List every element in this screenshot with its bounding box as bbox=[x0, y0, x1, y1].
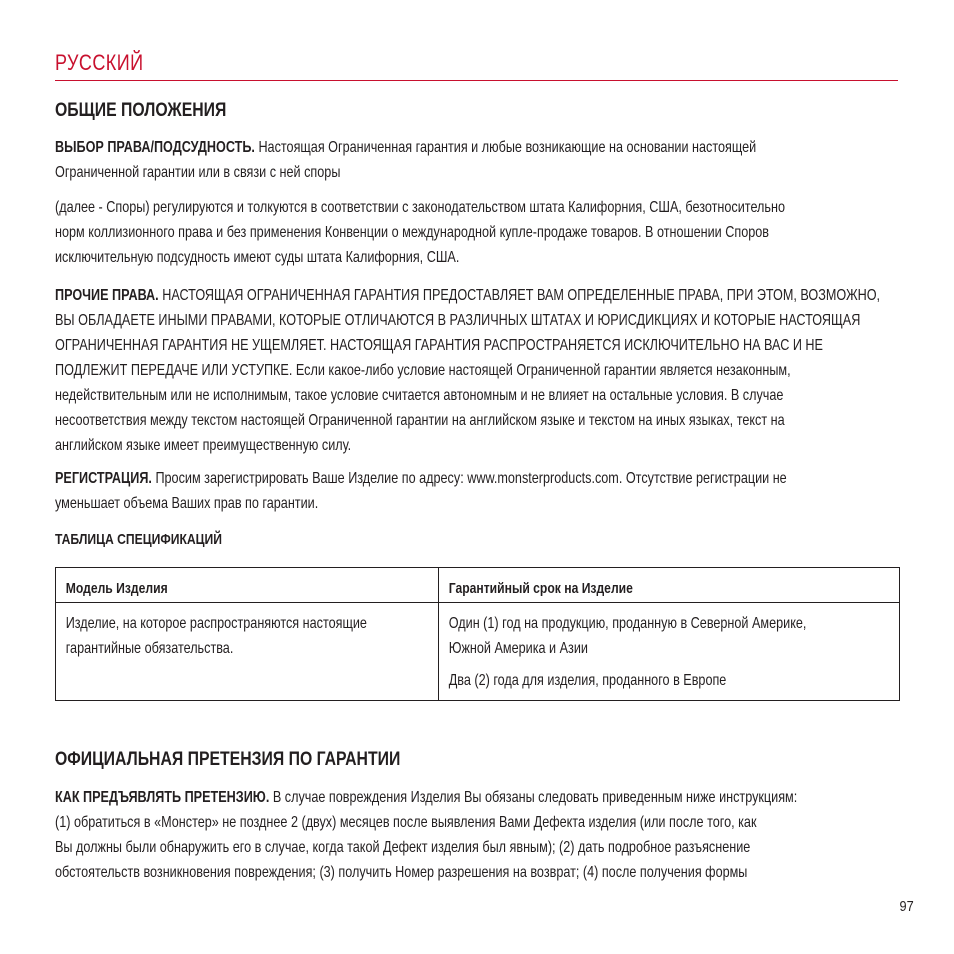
column-header-model: Модель Изделия bbox=[65, 580, 168, 597]
registration-paragraph bbox=[55, 466, 897, 516]
section-title: ОБЩИЕ ПОЛОЖЕНИЯ bbox=[55, 99, 227, 121]
paragraph-line: норм коллизионного права и без применения Конвенции о международной купле-продаже товаров. В отношении Споров bbox=[55, 224, 769, 241]
paragraph-line: ОГРАНИЧЕННАЯ ГАРАНТИЯ НЕ УЩЕМЛЯЕТ. НАСТОЯЩАЯ ГАРАНТИЯ РАСПРОСТРАНЯЕТСЯ ИСКЛЮЧИТЕЛЬНО НА ВАС И НЕ bbox=[55, 337, 823, 354]
paragraph-line: ВЫ ОБЛАДАЕТЕ ИНЫМИ ПРАВАМИ, КОТОРЫЕ ОТЛИЧАЮТСЯ В РАЗЛИЧНЫХ ШТАТАХ И ЮРИСДИКЦИЯХ И КОТОРЫЕ НАСТОЯЩАЯ bbox=[55, 312, 861, 329]
table-row bbox=[56, 603, 900, 701]
heading-rule bbox=[55, 80, 898, 81]
cell-line: Южной Америка и Азии bbox=[448, 640, 588, 657]
claim-section-title bbox=[55, 747, 897, 771]
section-title: ОФИЦИАЛЬНАЯ ПРЕТЕНЗИЯ ПО ГАРАНТИИ bbox=[55, 748, 401, 770]
paragraph-line bbox=[55, 466, 897, 491]
table-cell bbox=[439, 603, 900, 701]
general-section-title bbox=[55, 98, 897, 122]
claim-lead: КАК ПРЕДЪЯВЛЯТЬ ПРЕТЕНЗИЮ. bbox=[55, 789, 270, 806]
column-header bbox=[439, 568, 900, 603]
paragraph-line bbox=[55, 785, 897, 810]
table-header-row bbox=[56, 568, 900, 603]
other-rights-paragraph bbox=[55, 283, 897, 458]
claim-paragraph bbox=[55, 785, 897, 885]
cell-line: гарантийные обязательства. bbox=[65, 640, 234, 657]
term-cell bbox=[439, 603, 812, 700]
law-lead: ВЫБОР ПРАВА/ПОДСУДНОСТЬ. bbox=[55, 139, 255, 156]
paragraph-line: английском языке имеет преимущественную силу. bbox=[55, 437, 352, 454]
spec-table bbox=[55, 567, 900, 701]
paragraph-line: (1) обратиться в «Монстер» не позднее 2 (двух) месяцев после выявления Вами Дефекта изделия (или после того, как bbox=[55, 814, 757, 831]
cell-line: Изделие, на которое распространяются настоящие bbox=[65, 615, 367, 632]
law-paragraph bbox=[55, 135, 897, 185]
paragraph-line: несоответствия между текстом настоящей Ограниченной гарантии на английском языке и текстом на иных языках, текст на bbox=[55, 412, 785, 429]
paragraph-line: исключительную подсудность имеют суды штата Калифорния, США. bbox=[55, 249, 460, 266]
paragraph-line bbox=[55, 135, 897, 160]
rights-text: НАСТОЯЩАЯ ОГРАНИЧЕННАЯ ГАРАНТИЯ ПРЕДОСТАВЛЯЕТ ВАМ ОПРЕДЕЛЕННЫЕ ПРАВА, ПРИ ЭТОМ, ВОЗМОЖНО, bbox=[158, 287, 881, 304]
disputes-paragraph bbox=[55, 195, 897, 270]
rights-lead: ПРОЧИЕ ПРАВА. bbox=[55, 287, 159, 304]
language-heading: РУССКИЙ bbox=[55, 50, 144, 75]
paragraph-line: Вы должны были обнаружить его в случае, когда такой Дефект изделия был явным); (2) дать подробное разъяснение bbox=[55, 839, 751, 856]
paragraph-line: недействительным или не исполнимым, такое условие считается автономным и не влияет на остальные условия. В случае bbox=[55, 387, 784, 404]
paragraph-line bbox=[55, 283, 897, 308]
paragraph-line: уменьшает объема Ваших прав по гарантии. bbox=[55, 495, 319, 512]
page-number: 97 bbox=[899, 898, 914, 915]
spec-table-title: ТАБЛИЦА СПЕЦИФИКАЦИЙ bbox=[55, 531, 222, 548]
paragraph-line: обстоятельств возникновения повреждения; (3) получить Номер разрешения на возврат; (4) после получения формы bbox=[55, 864, 748, 881]
registration-text: Просим зарегистрировать Ваше Изделие по адресу: www.monsterproducts.com. Отсутствие регистрации не bbox=[151, 470, 787, 487]
spec-table-heading bbox=[55, 527, 897, 552]
law-text: Настоящая Ограниченная гарантия и любые возникающие на основании настоящей bbox=[254, 139, 757, 156]
registration-lead: РЕГИСТРАЦИЯ. bbox=[55, 470, 152, 487]
paragraph-line: ПОДЛЕЖИТ ПЕРЕДАЧЕ ИЛИ УСТУПКЕ. Если какое-либо условие настоящей Ограниченной гарантии является незаконным, bbox=[55, 362, 791, 379]
table-cell bbox=[56, 603, 439, 701]
model-cell bbox=[56, 603, 365, 700]
paragraph-line: Ограниченной гарантии или в связи с ней споры bbox=[55, 164, 341, 181]
cell-line: Два (2) года для изделия, проданного в Европе bbox=[448, 672, 727, 689]
cell-line: Один (1) год на продукцию, проданную в Северной Америке, bbox=[448, 615, 807, 632]
column-header bbox=[56, 568, 439, 603]
paragraph-line: (далее - Споры) регулируются и толкуются в соответствии с законодательством штата Калифорния, США, безотносительно bbox=[55, 199, 785, 216]
claim-text: В случае повреждения Изделия Вы обязаны следовать приведенным ниже инструкциям: bbox=[269, 789, 798, 806]
column-header-term: Гарантийный срок на Изделие bbox=[448, 580, 633, 597]
